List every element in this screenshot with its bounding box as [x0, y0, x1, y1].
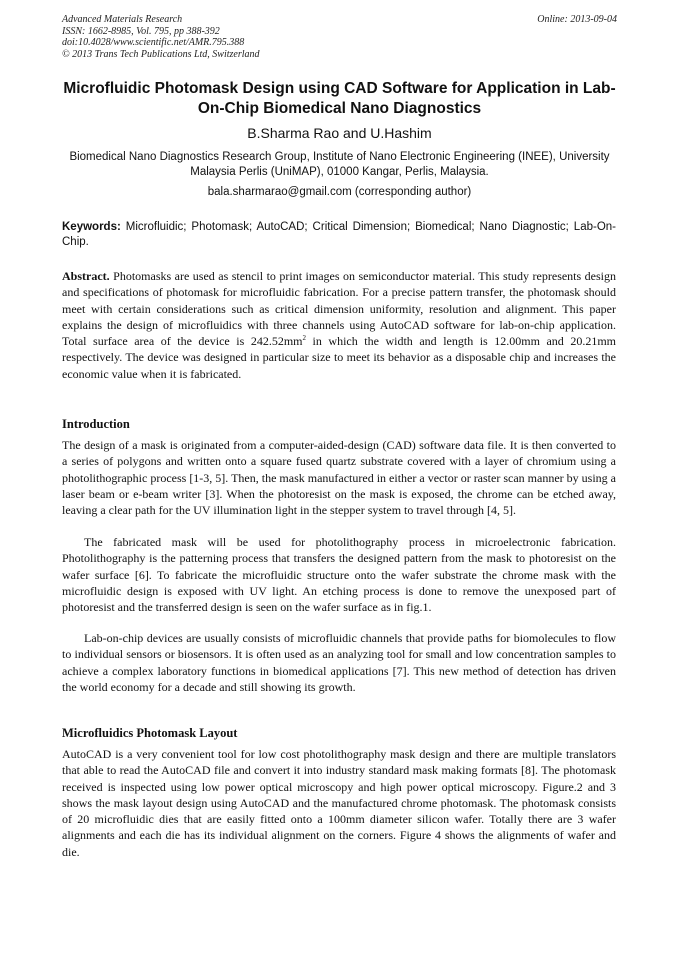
section-heading-layout: Microfluidics Photomask Layout — [62, 726, 238, 740]
keywords-label: Keywords: — [62, 221, 121, 233]
abstract-label: Abstract. — [62, 269, 110, 283]
intro-paragraph-3: Lab-on-chip devices are usually consists of microfluidic channels that provide paths for biomolecules to flow to individual sensors or biosensors. It is often used as an analyzing tool for small and low concentration samples to achieve a complex laboratory functions in biomedical applications [7]. This new method of detection has driven the world economy for a decade and still showing its growth. — [62, 631, 616, 694]
affiliation: Biomedical Nano Diagnostics Research Group, Institute of Nano Electronic Engineering (INEE), University Malaysia Perlis (UniMAP), 01000 Kangar, Perlis, Malaysia. — [69, 151, 610, 178]
online-date: Online: 2013-09-04 — [537, 14, 617, 25]
abstract-text-end: in which the width and length is 12.00mm and 20.21mm respectively. The device was designed in particular size to meet its behavior as a disposable chip and increases the economic value when it is fabricated. — [62, 334, 616, 381]
corresponding-email: bala.sharmarao@gmail.com (corresponding author) — [207, 186, 472, 198]
issn-line: ISSN: 1662-8985, Vol. 795, pp 388-392 — [62, 25, 220, 37]
abstract — [62, 268, 616, 382]
keywords — [62, 220, 616, 250]
section-heading-introduction: Introduction — [62, 417, 130, 431]
paper-title: Microfluidic Photomask Design using CAD Software for Application in Lab-On-Chip Biomedical Nano Diagnostics — [63, 80, 616, 117]
layout-paragraph-1: AutoCAD is a very convenient tool for low cost photolithography mask design and there are multiple translators that able to read the AutoCAD file and convert it into industry standard mask making formats [8]. The photomask received is inspected using low power optical microscopy and high power optical microscopy. Figure.2 and 3 shows the mask layout design using AutoCAD and the manufactured chrome photomask. The photomask consists of 20 microfluidic dies that are easily fitted onto a 100mm diameter silicon wafer. Totally there are 3 wafer alignments and each die has its individual alignment on the corners. Figure 4 shows the alignments of wafer and die. — [62, 747, 616, 859]
copyright-line: © 2013 Trans Tech Publications Ltd, Switzerland — [62, 48, 260, 60]
journal-name: Advanced Materials Research — [62, 14, 183, 25]
intro-paragraph-1: The design of a mask is originated from a computer-aided-design (CAD) software data file. It is then converted to a series of polygons and written onto a square fused quartz substrate covered with a layer of chromium using a photolithographic process [1-3, 5]. Then, the mask manufactured in either a vector or raster scan manner by using a laser beam or e-beam writer [3]. When the photoresist on the mask is exposed, the chrome can be etched away, leaving a clear path for the UV illumination light in the stepper system to travel through [4, 5]. — [62, 438, 616, 518]
abstract-superscript: 2 — [302, 334, 306, 343]
intro-paragraph-2: The fabricated mask will be used for photolithography process in microelectronic fabrication. Photolithography is the patterning process that transfers the designed pattern from the mask to photoresist on the wafer surface [6]. To fabricate the microfluidic structure onto the wafer substrate the chrome mask with the microfluidic design is exposed with UV light. An etching process is done to remove the unexposed part of photoresist and the transferred design is seen on the wafer surface as in fig.1. — [62, 535, 616, 615]
journal-header — [62, 14, 617, 60]
doi-line: doi:10.4028/www.scientific.net/AMR.795.388 — [62, 37, 245, 48]
paper-authors: B.Sharma Rao and U.Hashim — [247, 125, 432, 141]
keywords-text: Microfluidic; Photomask; AutoCAD; Critical Dimension; Biomedical; Nano Diagnostic; Lab-On-Chip. — [62, 221, 616, 248]
abstract-text: Photomasks are used as stencil to print images on semiconductor material. This study represents design and specifications of photomask for microfluidic fabrication. For a precise pattern transfer, the photomask should meet with certain considerations such as critical dimension uniformity, resolution and alignment. This paper explains the design of microfluidics with three channels using AutoCAD software for lab-on-chip application. Total surface area of the device is 242.52mm — [62, 269, 617, 349]
